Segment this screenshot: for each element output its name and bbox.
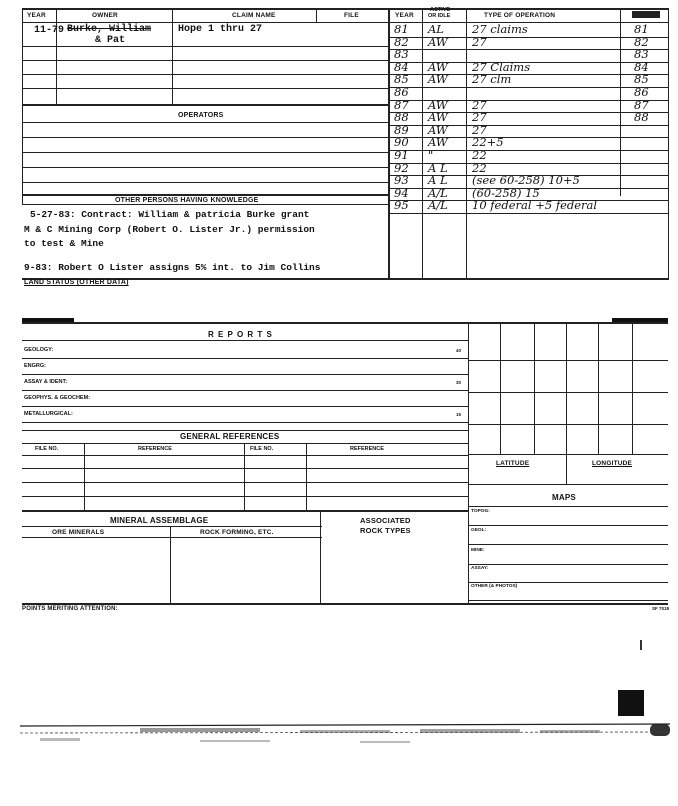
header-blacked-label (632, 11, 660, 18)
maps-item-label: ASSAY: (471, 566, 489, 571)
log-year: 84 (394, 59, 409, 74)
rock-types-label: ROCK TYPES (360, 526, 411, 535)
owner-entry-name-line2: & Pat (95, 35, 126, 46)
note-line-3: to test & Mine (24, 238, 104, 249)
log-operation: 27 (472, 122, 487, 137)
header-type-of-operation: TYPE OF OPERATION (484, 12, 556, 19)
report-num: 40 (456, 348, 462, 353)
log-status: A L (428, 173, 448, 188)
latitude-label: LATITUDE (496, 460, 530, 467)
log-year: 94 (394, 185, 409, 200)
report-num: 15 (456, 412, 462, 417)
col-reference: REFERENCE (138, 446, 172, 452)
log-year: 91 (394, 148, 409, 162)
log-status: AW (428, 72, 448, 87)
log-year: 88 (394, 110, 409, 125)
log-status: A L (428, 160, 448, 175)
report-label: METALLURGICAL: (24, 411, 73, 417)
log-mark: 82 (634, 34, 649, 49)
report-label: GEOLOGY: (24, 347, 54, 353)
log-year: 83 (394, 47, 409, 62)
maps-item-label: GEOL: (471, 528, 487, 533)
log-year: 82 (394, 34, 409, 49)
other-persons-label: OTHER PERSONS HAVING KNOWLEDGE (115, 197, 259, 204)
log-status: AW (428, 34, 448, 49)
log-status: AW (428, 97, 448, 112)
log-year: 81 (394, 22, 409, 36)
header-claim-name: CLAIM NAME (232, 12, 276, 19)
land-status-label: LAND STATUS (OTHER DATA) (24, 279, 129, 286)
log-mark: 84 (634, 59, 649, 74)
log-status: AW (428, 110, 448, 125)
log-mark: 88 (634, 110, 649, 125)
owner-entry-year: 11-79 (34, 25, 65, 36)
note-line-2: M & C Mining Corp (Robert O. Lister Jr.) permission (24, 224, 315, 235)
log-operation: 22 (472, 160, 487, 175)
note-line-1: 5-27-83: Contract: William & patricia Burke grant (30, 209, 310, 220)
scan-mark-tick (640, 640, 642, 650)
header-active: ACTIVE (430, 7, 451, 13)
log-operation: 27 (472, 97, 487, 112)
header-year-2: YEAR (395, 12, 414, 19)
rock-forming-label: ROCK FORMING, ETC. (200, 529, 274, 536)
log-year: 92 (394, 160, 409, 175)
log-year: 95 (394, 198, 409, 213)
log-status: " (428, 148, 434, 162)
log-mark: 87 (634, 97, 649, 112)
log-year: 86 (394, 85, 409, 99)
log-operation: 27 Claims (472, 59, 531, 74)
general-references-title: GENERAL REFERENCES (180, 432, 280, 441)
log-status: AW (428, 135, 448, 150)
points-meriting-attention-label: POINTS MERITING ATTENTION: (22, 606, 118, 612)
report-label: ENGRG: (24, 363, 46, 369)
header-or-idle: OR IDLE (428, 13, 451, 19)
reports-title: R E P O R T S (208, 330, 273, 339)
log-operation: 22+5 (472, 135, 504, 150)
form-number: SF 7018 (652, 606, 670, 611)
log-year: 87 (394, 97, 409, 112)
longitude-label: LONGITUDE (592, 460, 633, 467)
operators-label: OPERATORS (178, 112, 224, 119)
owner-entry-name: Burke, William (67, 24, 152, 35)
log-status: A/L (428, 185, 448, 200)
mineral-assemblage-title: MINERAL ASSEMBLAGE (110, 516, 209, 525)
log-operation: (see 60-258) 10+5 (472, 173, 580, 188)
header-year: YEAR (27, 12, 46, 19)
col-file-no-2: FILE NO. (250, 446, 274, 452)
log-operation: 27 claims (472, 22, 528, 36)
col-file-no: FILE NO. (35, 446, 59, 452)
header-file: FILE (344, 12, 359, 19)
log-mark: 81 (634, 22, 649, 36)
log-operation: 27 (472, 110, 487, 125)
col-reference-2: REFERENCE (350, 446, 384, 452)
report-label: ASSAY & IDENT: (24, 379, 68, 385)
log-status: AW (428, 122, 448, 137)
ore-minerals-label: ORE MINERALS (52, 529, 105, 536)
report-label: GEOPHYS. & GEOCHEM: (24, 395, 91, 401)
maps-item-label: TOPOG: (471, 509, 490, 514)
maps-title: MAPS (552, 493, 576, 502)
log-operation: 27 clm (472, 72, 512, 87)
log-year: 93 (394, 173, 409, 188)
note-line-4: 9-83: Robert O Lister assigns 5% int. to Jim Collins (24, 262, 321, 273)
log-year: 89 (394, 122, 409, 137)
log-status: AL (428, 22, 444, 36)
log-year: 85 (394, 72, 409, 87)
log-mark: 85 (634, 72, 649, 87)
maps-item-label: OTHER (& PHOTOS) (471, 584, 518, 589)
header-owner: OWNER (92, 12, 118, 19)
log-status: AW (428, 59, 448, 74)
log-operation: 10 federal +5 federal (472, 198, 598, 213)
log-mark: 86 (634, 85, 649, 99)
log-status: A/L (428, 198, 448, 213)
log-operation: 22 (472, 148, 487, 162)
report-num: 30 (456, 380, 462, 385)
log-mark: 83 (634, 47, 649, 62)
maps-item-label: MINE: (471, 548, 485, 553)
log-operation: (60-258) 15 (472, 185, 540, 200)
log-operation: 27 (472, 34, 487, 49)
owner-entry-claim-name: Hope 1 thru 27 (178, 24, 263, 35)
associated-label: ASSOCIATED (360, 516, 411, 525)
scan-noise-band (0, 710, 678, 770)
log-year: 90 (394, 135, 409, 150)
